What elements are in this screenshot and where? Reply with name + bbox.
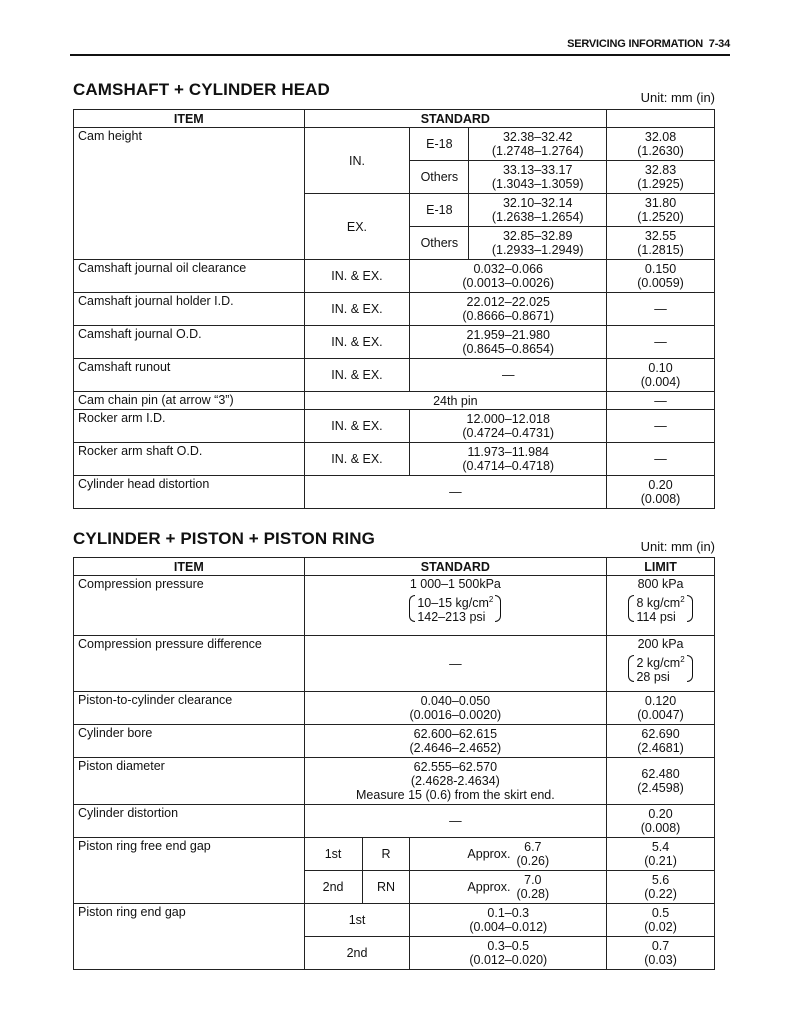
std-inch: (0.004–0.012) bbox=[469, 920, 548, 934]
item-label: Piston-to-cylinder clearance bbox=[74, 692, 305, 725]
limit-inch: (0.21) bbox=[644, 854, 677, 868]
table-row bbox=[74, 410, 715, 443]
std-mm: 22.012–22.025 bbox=[466, 295, 550, 309]
limit-inch: (1.2815) bbox=[637, 243, 684, 257]
limit-value: — bbox=[607, 392, 715, 410]
limit-mm: 0.5 bbox=[651, 906, 670, 920]
std-value bbox=[410, 838, 607, 871]
limit-inch: (0.008) bbox=[640, 492, 681, 506]
std-inch: (0.012–0.020) bbox=[469, 953, 548, 967]
std-inch: (0.28) bbox=[516, 887, 550, 901]
std-inch: (0.4714–0.4718) bbox=[462, 459, 555, 473]
col-header-limit: LIMIT bbox=[607, 558, 715, 576]
limit-inch: (0.03) bbox=[644, 953, 677, 967]
std-mm: 11.973–11.984 bbox=[467, 445, 549, 459]
table-row bbox=[74, 692, 715, 725]
table-row bbox=[74, 293, 715, 326]
limit-value bbox=[607, 194, 715, 227]
limit-alt-units bbox=[628, 593, 692, 624]
std-mm: 6.7 bbox=[524, 840, 542, 854]
limit-value bbox=[607, 725, 715, 758]
table-row bbox=[74, 392, 715, 410]
limit-inch: (1.2520) bbox=[637, 210, 684, 224]
cam-height-ex: EX. bbox=[304, 194, 410, 260]
std-value bbox=[410, 410, 607, 443]
limit-inch: (2.4598) bbox=[637, 781, 684, 795]
std-value bbox=[410, 904, 607, 937]
std-value bbox=[304, 758, 606, 805]
limit-mm: 5.6 bbox=[651, 873, 670, 887]
std-value: — bbox=[304, 476, 607, 509]
std-value bbox=[410, 443, 607, 476]
std-mm: 62.600–62.615 bbox=[413, 727, 498, 741]
item-label: Piston ring end gap bbox=[74, 904, 305, 970]
std-inch: (0.26) bbox=[516, 854, 550, 868]
sub-label: IN. & EX. bbox=[304, 260, 410, 293]
col-header-item: ITEM bbox=[74, 110, 305, 128]
std-mm: 62.555–62.570 bbox=[413, 760, 498, 774]
col-header-standard: STANDARD bbox=[304, 558, 606, 576]
table-row bbox=[74, 576, 715, 636]
std-value bbox=[410, 326, 607, 359]
std-value: — bbox=[304, 805, 606, 838]
sub-label: IN. & EX. bbox=[304, 443, 410, 476]
std-psi: 142–213 psi bbox=[417, 610, 486, 625]
limit-inch: (0.22) bbox=[644, 887, 677, 901]
std-inch: (2.4646–2.4652) bbox=[409, 741, 502, 755]
item-label: Cylinder head distortion bbox=[74, 476, 305, 509]
header-page-number: 7-34 bbox=[708, 38, 730, 50]
std-mm: 21.959–21.980 bbox=[466, 328, 550, 342]
limit-value bbox=[607, 871, 715, 904]
limit-value bbox=[607, 128, 715, 161]
item-label: Cylinder bore bbox=[74, 725, 305, 758]
item-label: Compression pressure bbox=[74, 576, 305, 636]
limit-psi: 28 psi bbox=[636, 670, 670, 685]
limit-mm: 31.80 bbox=[644, 196, 677, 210]
limit-value: — bbox=[607, 410, 715, 443]
item-label: Piston diameter bbox=[74, 758, 305, 805]
std-inch: (0.8666–0.8671) bbox=[462, 309, 555, 323]
std-value bbox=[469, 161, 607, 194]
item-label: Camshaft runout bbox=[74, 359, 305, 392]
item-label: Piston ring free end gap bbox=[74, 838, 305, 904]
sub-label: IN. & EX. bbox=[304, 359, 410, 392]
item-label: Rocker arm shaft O.D. bbox=[74, 443, 305, 476]
limit-kpa: 200 kPa bbox=[637, 637, 684, 651]
table-row bbox=[74, 725, 715, 758]
ring-mark: R bbox=[362, 838, 410, 871]
limit-value bbox=[607, 227, 715, 260]
std-inch: (0.4724–0.4731) bbox=[462, 426, 555, 440]
variant-e18: E-18 bbox=[410, 194, 469, 227]
camshaft-unit: Unit: mm (in) bbox=[640, 90, 715, 105]
std-inch: (1.3043–1.3059) bbox=[491, 177, 584, 191]
std-mm: 12.000–12.018 bbox=[466, 412, 550, 426]
variant-e18: E-18 bbox=[410, 128, 469, 161]
limit-inch: (0.0047) bbox=[637, 708, 684, 722]
limit-inch: (0.008) bbox=[640, 821, 681, 835]
table-row bbox=[74, 326, 715, 359]
std-alt-units bbox=[409, 593, 501, 624]
std-mm: 0.3–0.5 bbox=[487, 939, 530, 953]
sub-label: IN. & EX. bbox=[304, 293, 410, 326]
header-rule bbox=[70, 54, 730, 56]
table-row bbox=[74, 128, 715, 161]
limit-value: — bbox=[607, 326, 715, 359]
std-value bbox=[469, 128, 607, 161]
limit-value: — bbox=[607, 293, 715, 326]
limit-value bbox=[607, 260, 715, 293]
limit-value bbox=[607, 805, 715, 838]
limit-mm: 32.55 bbox=[644, 229, 677, 243]
std-value bbox=[410, 293, 607, 326]
camshaft-spec-table bbox=[73, 109, 715, 509]
std-mm: 0.1–0.3 bbox=[487, 906, 530, 920]
table-row bbox=[74, 758, 715, 805]
limit-mm: 0.20 bbox=[648, 478, 673, 492]
std-mm: 32.38–32.42 bbox=[502, 130, 573, 144]
std-value: 24th pin bbox=[304, 392, 607, 410]
std-value bbox=[304, 692, 606, 725]
item-label: Rocker arm I.D. bbox=[74, 410, 305, 443]
std-mm: 32.10–32.14 bbox=[502, 196, 573, 210]
ring-label: 2nd bbox=[304, 937, 410, 970]
limit-value bbox=[607, 636, 715, 692]
table-row bbox=[74, 443, 715, 476]
limit-mm: 0.10 bbox=[648, 361, 673, 375]
std-value bbox=[410, 260, 607, 293]
sub-label: IN. & EX. bbox=[304, 410, 410, 443]
approx-label: Approx. bbox=[467, 847, 511, 861]
limit-mm: 62.690 bbox=[641, 727, 680, 741]
approx-label: Approx. bbox=[467, 880, 511, 894]
table-row bbox=[74, 476, 715, 509]
limit-value bbox=[607, 692, 715, 725]
std-value bbox=[410, 937, 607, 970]
limit-value bbox=[607, 359, 715, 392]
limit-value bbox=[607, 161, 715, 194]
table-header-row bbox=[74, 558, 715, 576]
ring-mark: RN bbox=[362, 871, 410, 904]
std-stack bbox=[517, 840, 550, 868]
col-header-standard: STANDARD bbox=[304, 110, 607, 128]
ring-label: 1st bbox=[304, 904, 410, 937]
sub-label: IN. & EX. bbox=[304, 326, 410, 359]
limit-value bbox=[607, 476, 715, 509]
std-value bbox=[410, 871, 607, 904]
std-inch: (1.2933–1.2949) bbox=[491, 243, 584, 257]
std-value: — bbox=[410, 359, 607, 392]
std-inch: (0.0013–0.0026) bbox=[462, 276, 555, 290]
ring-label: 1st bbox=[304, 838, 362, 871]
limit-value: — bbox=[607, 443, 715, 476]
limit-kpa: 800 kPa bbox=[637, 577, 684, 591]
cylinder-section-title: CYLINDER + PISTON + PISTON RING bbox=[73, 529, 375, 548]
std-mm: 33.13–33.17 bbox=[502, 163, 573, 177]
limit-inch: (1.2630) bbox=[637, 144, 684, 158]
limit-mm: 0.150 bbox=[644, 262, 677, 276]
limit-value bbox=[607, 576, 715, 636]
col-header-item: ITEM bbox=[74, 558, 305, 576]
std-value bbox=[304, 576, 606, 636]
item-label: Camshaft journal oil clearance bbox=[74, 260, 305, 293]
limit-inch: (0.02) bbox=[644, 920, 677, 934]
limit-mm: 0.20 bbox=[648, 807, 673, 821]
table-row bbox=[74, 636, 715, 692]
table-row bbox=[74, 359, 715, 392]
ring-label: 2nd bbox=[304, 871, 362, 904]
std-mm: 32.85–32.89 bbox=[502, 229, 573, 243]
table-row bbox=[74, 805, 715, 838]
item-label: Compression pressure difference bbox=[74, 636, 305, 692]
table-header-row bbox=[74, 110, 715, 128]
std-value bbox=[304, 725, 606, 758]
superscript: 2 bbox=[680, 595, 685, 604]
item-label: Camshaft journal holder I.D. bbox=[74, 293, 305, 326]
page-header bbox=[540, 38, 730, 50]
limit-mm: 0.120 bbox=[644, 694, 677, 708]
limit-value bbox=[607, 904, 715, 937]
std-inch: (1.2638–1.2654) bbox=[491, 210, 584, 224]
std-mm: 0.040–0.050 bbox=[420, 694, 491, 708]
limit-alt-units bbox=[628, 653, 692, 684]
table-row bbox=[74, 260, 715, 293]
std-note: Measure 15 (0.6) from the skirt end. bbox=[356, 788, 555, 802]
std-stack bbox=[517, 873, 550, 901]
limit-inch: (2.4681) bbox=[637, 741, 684, 755]
limit-mm: 32.08 bbox=[644, 130, 677, 144]
std-mm: 0.032–0.066 bbox=[473, 262, 543, 276]
std-kpa: 1 000–1 500kPa bbox=[409, 577, 501, 591]
cylinder-unit: Unit: mm (in) bbox=[640, 539, 715, 554]
variant-others: Others bbox=[410, 161, 469, 194]
table-row bbox=[74, 838, 715, 871]
col-header-limit bbox=[607, 110, 715, 128]
std-inch: (2.4628-2.4634) bbox=[410, 774, 500, 788]
cylinder-spec-table bbox=[73, 557, 715, 970]
limit-psi: 114 psi bbox=[636, 610, 676, 625]
limit-inch: (1.2925) bbox=[637, 177, 684, 191]
limit-inch: (0.004) bbox=[640, 375, 681, 389]
limit-value bbox=[607, 838, 715, 871]
limit-kg: 8 kg/cm bbox=[636, 596, 681, 611]
item-label: Cam chain pin (at arrow “3”) bbox=[74, 392, 305, 410]
std-mm: 7.0 bbox=[524, 873, 542, 887]
std-inch: (0.8645–0.8654) bbox=[462, 342, 555, 356]
item-label: Camshaft journal O.D. bbox=[74, 326, 305, 359]
item-label: Cylinder distortion bbox=[74, 805, 305, 838]
limit-mm: 32.83 bbox=[644, 163, 677, 177]
limit-mm: 62.480 bbox=[641, 767, 680, 781]
std-inch: (1.2748–1.2764) bbox=[491, 144, 584, 158]
cam-height-label: Cam height bbox=[74, 128, 305, 260]
std-value bbox=[469, 194, 607, 227]
limit-mm: 5.4 bbox=[651, 840, 670, 854]
cam-height-in: IN. bbox=[304, 128, 410, 194]
table-row bbox=[74, 904, 715, 937]
limit-kg: 2 kg/cm bbox=[636, 656, 681, 671]
std-kg: 10–15 kg/cm bbox=[417, 596, 489, 611]
std-value: — bbox=[304, 636, 606, 692]
limit-value bbox=[607, 758, 715, 805]
std-value bbox=[469, 227, 607, 260]
header-section: SERVICING INFORMATION bbox=[567, 38, 704, 50]
std-inch: (0.0016–0.0020) bbox=[409, 708, 502, 722]
limit-mm: 0.7 bbox=[651, 939, 670, 953]
superscript: 2 bbox=[680, 655, 685, 664]
limit-value bbox=[607, 937, 715, 970]
camshaft-section-title: CAMSHAFT + CYLINDER HEAD bbox=[73, 80, 330, 99]
variant-others: Others bbox=[410, 227, 469, 260]
superscript: 2 bbox=[488, 595, 494, 604]
limit-inch: (0.0059) bbox=[637, 276, 684, 290]
